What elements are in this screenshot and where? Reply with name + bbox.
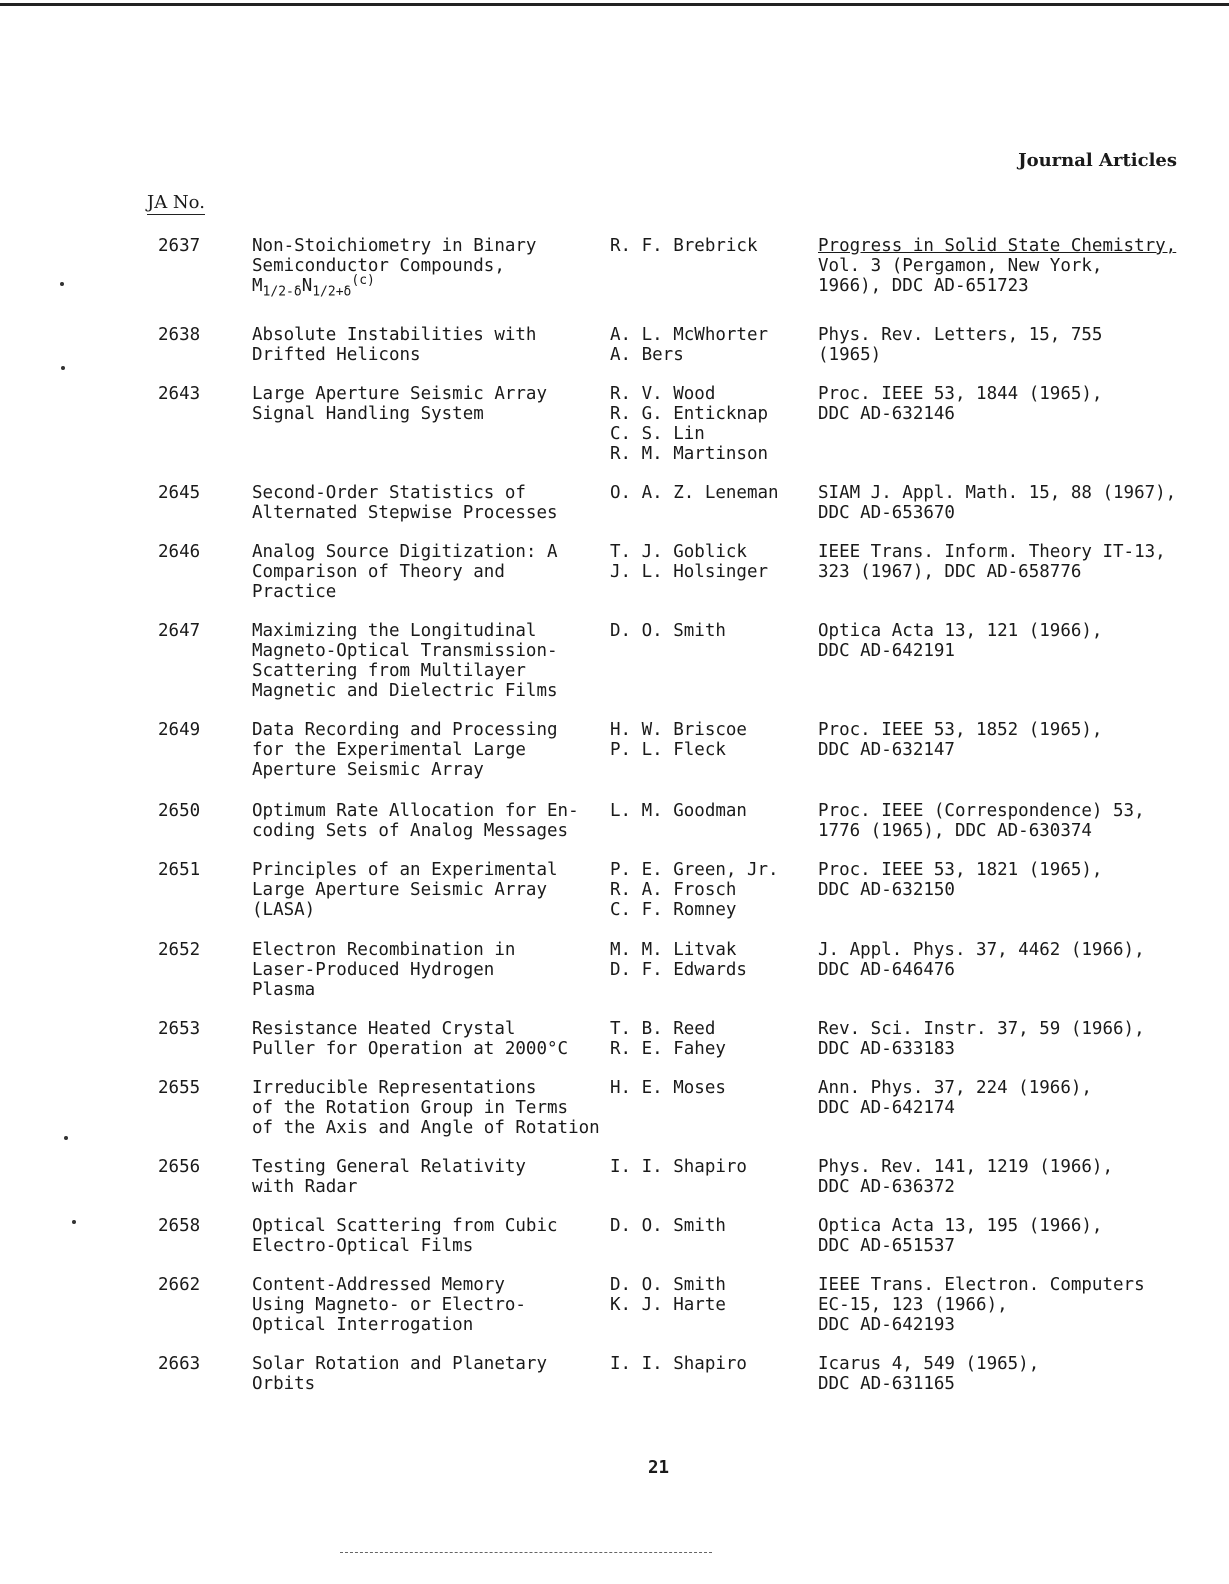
title-line: Optical Scattering from Cubic: [252, 1216, 558, 1236]
authors: [610, 384, 815, 464]
author: R. M. Martinson: [610, 444, 769, 464]
title-line: Solar Rotation and Planetary: [252, 1354, 548, 1374]
citation-line: Proc. IEEE 53, 1821 (1965),: [818, 860, 1103, 880]
authors: [610, 621, 815, 641]
citation-line: IEEE Trans. Inform. Theory IT-13,: [818, 542, 1166, 562]
ja-number: 2650: [158, 801, 201, 821]
title-line: Principles of an Experimental: [252, 860, 558, 880]
citation-line: DDC AD-642193: [818, 1315, 955, 1335]
citation: [818, 720, 1228, 760]
author: R. A. Frosch: [610, 880, 737, 900]
authors: [610, 860, 815, 920]
title-line: Magnetic and Dielectric Films: [252, 681, 558, 701]
citation: [818, 1078, 1228, 1118]
title-line: Scattering from Multilayer: [252, 661, 526, 681]
authors: [610, 542, 815, 582]
ja-number: 2646: [158, 542, 201, 562]
title-line: Optimum Rate Allocation for En-: [252, 801, 579, 821]
ja-number-column-label: JA No.: [147, 192, 205, 213]
title-line: Maximizing the Longitudinal: [252, 621, 537, 641]
authors: [610, 1275, 815, 1315]
citation-line: Phys. Rev. 141, 1219 (1966),: [818, 1157, 1114, 1177]
ja-number: 2658: [158, 1216, 201, 1236]
title-line: Large Aperture Seismic Array: [252, 384, 548, 404]
author: D. F. Edwards: [610, 960, 747, 980]
citation-line: Phys. Rev. Letters, 15, 755: [818, 325, 1103, 345]
author: P. L. Fleck: [610, 740, 726, 760]
citation: [818, 1019, 1228, 1059]
top-rule: [0, 3, 1229, 6]
title-line: Second-Order Statistics of: [252, 483, 526, 503]
article-title: [252, 384, 597, 424]
page-number: 21: [648, 1458, 670, 1478]
article-title: [252, 1019, 597, 1059]
author: R. V. Wood: [610, 384, 716, 404]
authors: [610, 1354, 815, 1374]
author: C. F. Romney: [610, 900, 737, 920]
title-line: Resistance Heated Crystal: [252, 1019, 516, 1039]
authors: [610, 1216, 815, 1236]
citation: [818, 483, 1228, 523]
authors: [610, 236, 815, 256]
author: M. M. Litvak: [610, 940, 737, 960]
chemical-formula: $M_{1/2-\delta}N_{1/2+\delta}^{(c)}$: [252, 273, 375, 300]
title-line: Magneto-Optical Transmission-: [252, 641, 558, 661]
citation: [818, 236, 1228, 296]
author: J. L. Holsinger: [610, 562, 769, 582]
scan-speck: [64, 1136, 68, 1140]
author: D. O. Smith: [610, 621, 726, 641]
title-line: of the Rotation Group in Terms: [252, 1098, 569, 1118]
citation-line: EC-15, 123 (1966),: [818, 1295, 1008, 1315]
citation-line: Ann. Phys. 37, 224 (1966),: [818, 1078, 1092, 1098]
article-title: [252, 1275, 597, 1335]
author: O. A. Z. Leneman: [610, 483, 779, 503]
author: H. W. Briscoe: [610, 720, 747, 740]
author: D. O. Smith: [610, 1275, 726, 1295]
ja-number: 2647: [158, 621, 201, 641]
author: T. B. Reed: [610, 1019, 716, 1039]
title-line: Testing General Relativity: [252, 1157, 526, 1177]
ja-number: 2649: [158, 720, 201, 740]
title-line: Laser-Produced Hydrogen: [252, 960, 495, 980]
citation-line: DDC AD-646476: [818, 960, 955, 980]
ja-number: 2651: [158, 860, 201, 880]
title-line: of the Axis and Angle of Rotation: [252, 1118, 600, 1138]
scan-speck: [61, 366, 65, 370]
scan-speck: [60, 282, 64, 286]
ja-number: 2655: [158, 1078, 201, 1098]
citation: [818, 384, 1228, 424]
citation-line: 1776 (1965), DDC AD-630374: [818, 821, 1092, 841]
citation: [818, 1216, 1228, 1256]
title-line: for the Experimental Large: [252, 740, 526, 760]
article-title: [252, 542, 597, 602]
citation: [818, 860, 1228, 900]
title-line: Non-Stoichiometry in Binary: [252, 236, 537, 256]
title-line: Electron Recombination in: [252, 940, 516, 960]
author: I. I. Shapiro: [610, 1157, 747, 1177]
title-line: Analog Source Digitization: A: [252, 542, 558, 562]
title-line: Plasma: [252, 980, 316, 1000]
authors: [610, 1157, 815, 1177]
author: I. I. Shapiro: [610, 1354, 747, 1374]
citation-line: Optica Acta 13, 121 (1966),: [818, 621, 1103, 641]
title-line: Comparison of Theory and: [252, 562, 505, 582]
ja-number: 2643: [158, 384, 201, 404]
title-line: Alternated Stepwise Processes: [252, 503, 558, 523]
citation-line: DDC AD-636372: [818, 1177, 955, 1197]
citation-line: Optica Acta 13, 195 (1966),: [818, 1216, 1103, 1236]
title-line: with Radar: [252, 1177, 358, 1197]
author: L. M. Goodman: [610, 801, 747, 821]
author: R. G. Enticknap: [610, 404, 769, 424]
title-line: Aperture Seismic Array: [252, 760, 484, 780]
ja-number: 2663: [158, 1354, 201, 1374]
citation: [818, 325, 1228, 365]
title-line: Absolute Instabilities with: [252, 325, 537, 345]
author: P. E. Green, Jr.: [610, 860, 779, 880]
author: D. O. Smith: [610, 1216, 726, 1236]
title-line: (LASA): [252, 900, 316, 920]
authors: [610, 940, 815, 980]
title-line: Using Magneto- or Electro-: [252, 1295, 526, 1315]
ja-number: 2637: [158, 236, 201, 256]
citation-line: J. Appl. Phys. 37, 4462 (1966),: [818, 940, 1145, 960]
scan-speck: [72, 1220, 76, 1224]
citation-line: Proc. IEEE 53, 1852 (1965),: [818, 720, 1103, 740]
author: A. Bers: [610, 345, 684, 365]
author: T. J. Goblick: [610, 542, 747, 562]
citation-line: (1965): [818, 345, 882, 365]
section-header: Journal Articles: [1018, 150, 1177, 171]
authors: [610, 325, 815, 365]
title-line: Large Aperture Seismic Array: [252, 880, 548, 900]
citation-line: DDC AD-633183: [818, 1039, 955, 1059]
article-title: [252, 801, 597, 841]
bottom-rule: [340, 1552, 712, 1554]
author: R. F. Brebrick: [610, 236, 758, 256]
ja-number: 2638: [158, 325, 201, 345]
citation-line: IEEE Trans. Electron. Computers: [818, 1275, 1145, 1295]
title-line: Drifted Helicons: [252, 345, 421, 365]
citation: [818, 621, 1228, 661]
author: R. E. Fahey: [610, 1039, 726, 1059]
authors: [610, 720, 815, 760]
citation: [818, 1275, 1228, 1335]
title-line: Irreducible Representations: [252, 1078, 537, 1098]
title-line: Puller for Operation at 2000°C: [252, 1039, 569, 1059]
citation-line: DDC AD-642174: [818, 1098, 955, 1118]
authors: [610, 1019, 815, 1059]
article-title: [252, 1354, 597, 1394]
citation-line: Proc. IEEE (Correspondence) 53,: [818, 801, 1145, 821]
author: A. L. McWhorter: [610, 325, 769, 345]
citation-line: 323 (1967), DDC AD-658776: [818, 562, 1082, 582]
citation-line: Rev. Sci. Instr. 37, 59 (1966),: [818, 1019, 1145, 1039]
article-title: [252, 483, 597, 523]
ja-number: 2662: [158, 1275, 201, 1295]
citation-line: Proc. IEEE 53, 1844 (1965),: [818, 384, 1103, 404]
citation-line: DDC AD-653670: [818, 503, 955, 523]
title-line: Data Recording and Processing: [252, 720, 558, 740]
citation-line: DDC AD-632147: [818, 740, 955, 760]
author: C. S. Lin: [610, 424, 705, 444]
ja-number: 2645: [158, 483, 201, 503]
article-title: [252, 860, 597, 920]
title-line: Optical Interrogation: [252, 1315, 474, 1335]
title-line: Semiconductor Compounds,: [252, 256, 505, 276]
article-title: [252, 1157, 597, 1197]
citation-line: DDC AD-632150: [818, 880, 955, 900]
title-line: coding Sets of Analog Messages: [252, 821, 569, 841]
citation-line: Progress in Solid State Chemistry,: [818, 236, 1177, 256]
article-title: [252, 940, 597, 1000]
author: K. J. Harte: [610, 1295, 726, 1315]
ja-number: 2656: [158, 1157, 201, 1177]
author: H. E. Moses: [610, 1078, 726, 1098]
ja-number: 2653: [158, 1019, 201, 1039]
article-title: [252, 1216, 597, 1256]
citation: [818, 940, 1228, 980]
citation-line: 1966), DDC AD-651723: [818, 276, 1029, 296]
article-title: [252, 236, 597, 300]
title-line: Orbits: [252, 1374, 316, 1394]
authors: [610, 1078, 815, 1098]
ja-number: 2652: [158, 940, 201, 960]
article-title: [252, 720, 597, 780]
citation-line: DDC AD-631165: [818, 1374, 955, 1394]
citation: [818, 1157, 1228, 1197]
citation: [818, 801, 1228, 841]
authors: [610, 483, 815, 503]
citation: [818, 1354, 1228, 1394]
citation-line: DDC AD-642191: [818, 641, 955, 661]
citation-line: Icarus 4, 549 (1965),: [818, 1354, 1040, 1374]
title-line: Signal Handling System: [252, 404, 484, 424]
article-title: [252, 325, 597, 365]
title-line: Electro-Optical Films: [252, 1236, 474, 1256]
title-line: Practice: [252, 582, 337, 602]
citation: [818, 542, 1228, 582]
citation-line: SIAM J. Appl. Math. 15, 88 (1967),: [818, 483, 1177, 503]
article-title: [252, 621, 597, 701]
title-line: Content-Addressed Memory: [252, 1275, 505, 1295]
article-title: [252, 1078, 600, 1138]
authors: [610, 801, 815, 821]
citation-line: DDC AD-651537: [818, 1236, 955, 1256]
citation-line: Vol. 3 (Pergamon, New York,: [818, 256, 1103, 276]
citation-line: DDC AD-632146: [818, 404, 955, 424]
